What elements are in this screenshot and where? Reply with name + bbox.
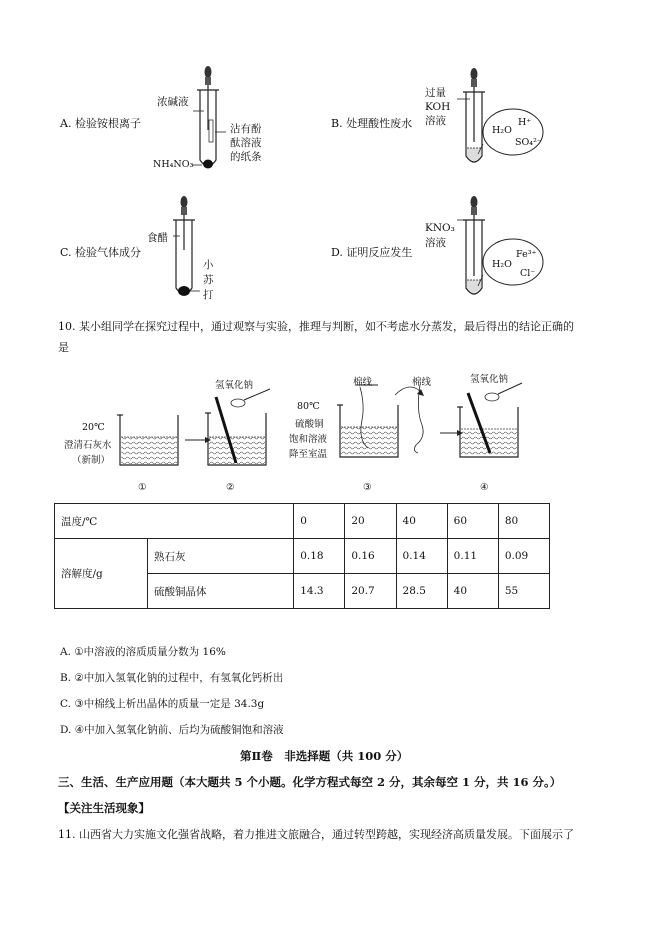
option-a: A. 检验铵根离子 — [60, 117, 141, 130]
figure-b-test-tube — [430, 62, 560, 182]
choice-d: D. ④中加入氢氧化钠前、后均为硫酸铜饱和溶液 — [60, 724, 284, 736]
figure-d-test-tube — [430, 190, 560, 310]
substance-name: 熟石灰 — [148, 539, 294, 574]
sample-c-line3: 打 — [203, 289, 214, 301]
reagent-a-label: 浓碱液 — [157, 96, 189, 108]
section-title: 第Ⅱ卷 非选择题（共 100 分） — [240, 749, 409, 763]
solubility-table — [54, 503, 550, 609]
temp-header: 温度/℃ — [55, 504, 294, 539]
ion-d-water: H₂O — [492, 259, 512, 270]
topic-heading: 【关注生活现象】 — [58, 801, 150, 815]
thread-label: 棉线 — [412, 377, 432, 388]
choice-a: A. ①中溶液的溶质质量分数为 16% — [60, 646, 226, 658]
value-cell: 40 — [447, 574, 498, 609]
b1-label-line3: （新制） — [72, 455, 111, 466]
value-cell: 0.16 — [345, 539, 396, 574]
figure-c-test-tube — [140, 190, 240, 310]
ion-d-fe: Fe³⁺ — [516, 249, 537, 260]
option-b: B. 处理酸性废水 — [331, 117, 413, 130]
paper-a-line1: 沾有酚 — [230, 123, 262, 135]
ion-b-h: H⁺ — [518, 117, 532, 128]
temp-cell: 40 — [396, 504, 447, 539]
value-cell: 0.09 — [498, 539, 549, 574]
step-4: ④ — [480, 482, 489, 493]
q10-stem: 10. 某小组同学在探究过程中，通过观察与实验，推理与判断，如不考虑水分蒸发，最后得出的结论正确的 是 — [58, 320, 574, 354]
part3-heading: 三、生活、生产应用题（本大题共 5 个小题。化学方程式每空 2 分，其余每空 1 分，共 16 分。） — [58, 775, 562, 789]
value-cell: 20.7 — [345, 574, 396, 609]
b3-label-line3: 饱和溶液 — [289, 434, 328, 445]
reagent-b-line3: 溶液 — [425, 115, 446, 127]
choice-c: C. ③中棉线上析出晶体的质量一定是 34.3g — [60, 698, 265, 710]
temp-cell: 20 — [345, 504, 396, 539]
value-cell: 55 — [498, 574, 549, 609]
step-2: ② — [226, 482, 235, 493]
value-cell: 0.14 — [396, 539, 447, 574]
temp-cell: 60 — [447, 504, 498, 539]
value-cell: 28.5 — [396, 574, 447, 609]
sample-a-label: NH₄NO₃ — [153, 159, 194, 170]
b1-label-line1: 20℃ — [82, 422, 105, 433]
reagent-b-line1: 过量 — [425, 87, 446, 99]
value-cell: 0.18 — [294, 539, 345, 574]
value-cell: 0.11 — [447, 539, 498, 574]
b3-label-line1: 80℃ — [297, 401, 320, 412]
q11-stem: 11. 山西省大力实施文化强省战略，着力推进文旅融合，通过转型跨越，实现经济高质量发展。下面展示了 — [58, 828, 574, 841]
substance-name: 硫酸铜晶体 — [148, 574, 294, 609]
b4-label: 氢氧化钠 — [470, 374, 509, 385]
b3-label-line2: 硫酸铜 — [295, 419, 324, 430]
reagent-d-line1: KNO₃ — [425, 222, 455, 234]
ion-d-cl: Cl⁻ — [520, 268, 536, 279]
temp-cell: 80 — [498, 504, 549, 539]
solubility-header: 溶解度/g — [55, 539, 148, 609]
b1-label-line2: 澄清石灰水 — [64, 440, 112, 451]
reagent-d-line2: 溶液 — [425, 237, 446, 249]
reagent-b-line2: KOH — [425, 101, 451, 113]
sample-c-line1: 小 — [203, 259, 214, 271]
step-1: ① — [138, 482, 147, 493]
temp-cell: 0 — [294, 504, 345, 539]
paper-a-line3: 的纸条 — [230, 151, 262, 163]
paper-a-line2: 酞溶液 — [230, 137, 262, 149]
option-d: D. 证明反应发生 — [331, 246, 413, 259]
option-c: C. 检验气体成分 — [60, 246, 142, 259]
table-row — [55, 539, 550, 574]
ion-b-so4: SO₄²⁻ — [515, 137, 542, 148]
table-row — [55, 504, 550, 539]
sample-c-line2: 苏 — [203, 274, 214, 286]
b3-label-line4: 降至室温 — [289, 449, 328, 460]
ion-b-water: H₂O — [492, 125, 512, 136]
b3-top-label: 棉线 — [353, 377, 373, 388]
step-3: ③ — [363, 482, 372, 493]
value-cell: 14.3 — [294, 574, 345, 609]
b2-label: 氢氧化钠 — [215, 380, 254, 391]
choice-b: B. ②中加入氢氧化钠的过程中，有氢氧化钙析出 — [60, 672, 284, 684]
reagent-c-label: 食醋 — [147, 232, 168, 244]
